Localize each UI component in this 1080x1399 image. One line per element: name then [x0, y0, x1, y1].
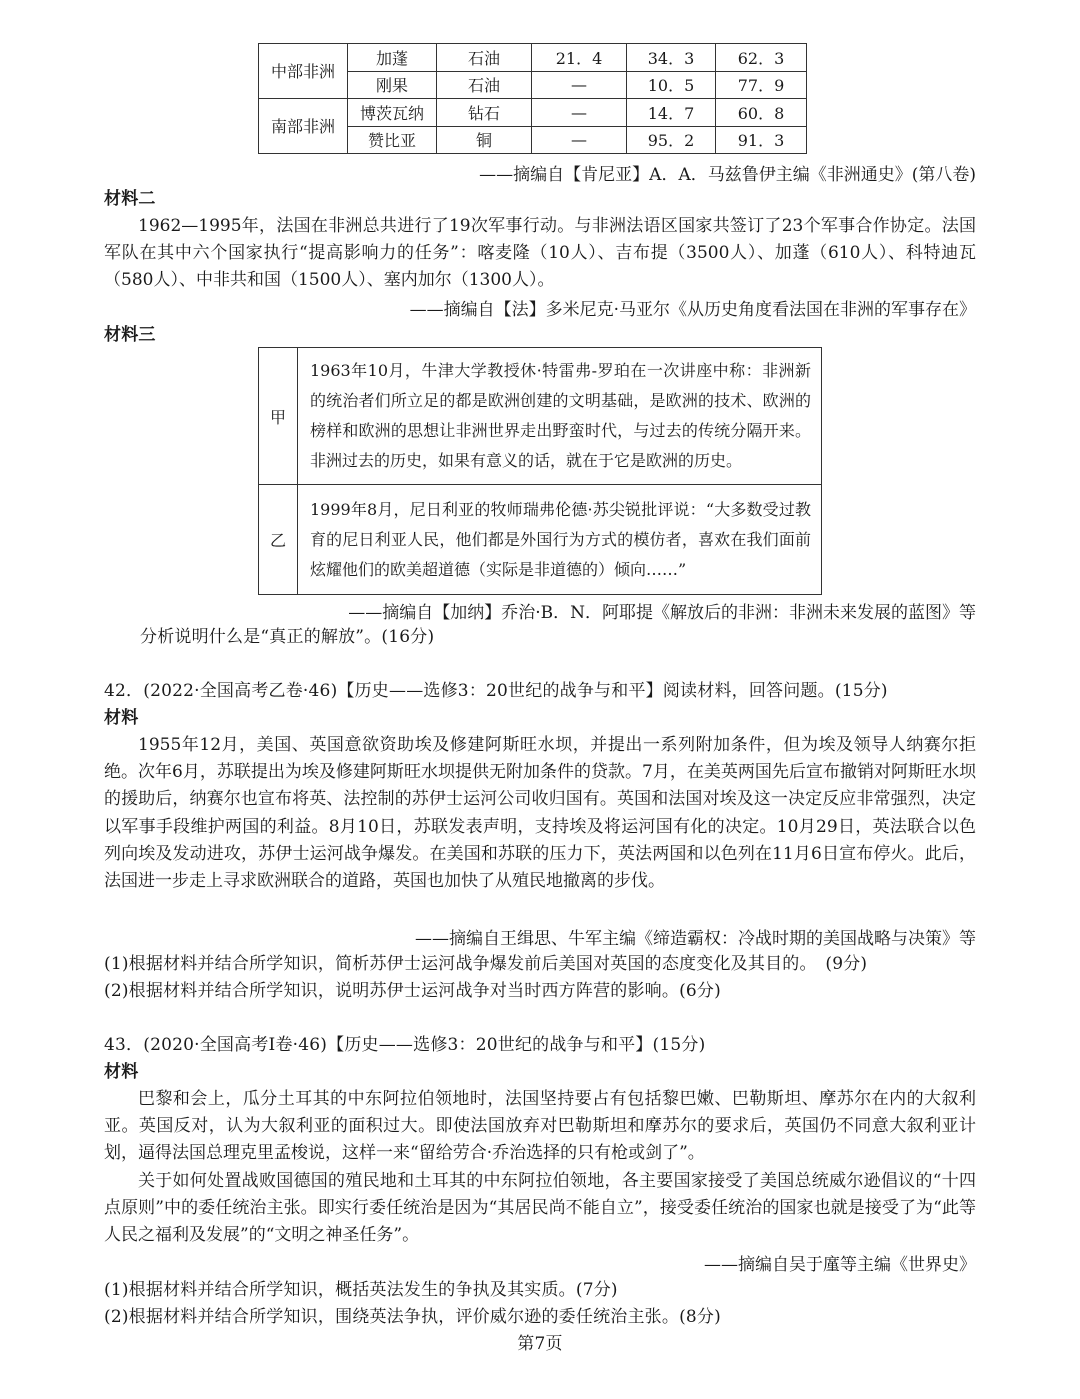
material2-heading: 材料二 [104, 189, 156, 209]
q43-question-1: (1)根据材料并结合所学知识，概括英法发生的争执及其实质。(7分) [104, 1280, 618, 1300]
material3-source: ——摘编自【加纳】乔治·B．N．阿耶提《解放后的非洲：非洲未来发展的蓝图》等 [348, 603, 976, 623]
value-cell: 60．8 [716, 99, 807, 127]
country-cell: 赞比亚 [348, 126, 437, 154]
value-cell: 95．2 [627, 126, 716, 154]
page-number: 第7页 [517, 1334, 563, 1354]
region-cell: 南部非洲 [259, 99, 348, 154]
q42-question-2: (2)根据材料并结合所学知识，说明苏伊士运河战争对当时西方阵营的影响。(6分) [104, 981, 721, 1001]
resource-cell: 钻石 [437, 99, 532, 127]
q43-question-2: (2)根据材料并结合所学知识，围绕英法争执，评价威尔逊的委任统治主张。(8分) [104, 1307, 721, 1327]
value-cell: 91．3 [716, 126, 807, 154]
value-cell: — [532, 71, 627, 99]
table-row [259, 485, 822, 595]
table1-source: ——摘编自【肯尼亚】A．A．马兹鲁伊主编《非洲通史》(第八卷) [479, 165, 976, 185]
question-41: 分析说明什么是“真正的解放”。(16分) [140, 627, 435, 647]
resource-cell: 石油 [437, 71, 532, 99]
row-label: 甲 [259, 348, 298, 485]
material3-heading: 材料三 [104, 325, 156, 345]
resource-cell: 石油 [437, 44, 532, 72]
table-row [259, 99, 807, 127]
quote-table [258, 347, 822, 595]
value-cell: 62．3 [716, 44, 807, 72]
q42-question-1: (1)根据材料并结合所学知识，简析苏伊士运河战争爆发前后美国对英国的态度变化及其目的。 (9分) [104, 954, 868, 974]
country-cell: 加蓬 [348, 44, 437, 72]
q42-body [104, 732, 976, 895]
quote-text: 1999年8月，尼日利亚的牧师瑞弗伦德·苏尖锐批评说：“大多数受过教育的尼日利亚人民，他们都是外国行为方式的模仿者，喜欢在我们面前炫耀他们的欧美超道德（实际是非道德的）倾向……” [298, 485, 822, 595]
q42-title: 42．(2022·全国高考乙卷·46)【历史——选修3：20世纪的战争与和平】阅读材料，回答问题。(15分) [104, 681, 888, 701]
material2-body [104, 213, 976, 295]
table-row [259, 348, 822, 485]
value-cell: 14．7 [627, 99, 716, 127]
resource-cell: 铜 [437, 126, 532, 154]
q43-paragraph: 巴黎和会上，瓜分土耳其的中东阿拉伯领地时，法国坚持要占有包括黎巴嫩、巴勒斯坦、摩苏尔在内的大叙利亚。英国反对，认为大叙利亚的面积过大。即使法国放弃对巴勒斯坦和摩苏尔的要求后，英国仍不同意大叙利亚计划，逼得法国总理克里孟梭说，这样一来“留给劳合·乔治选择的只有枪或剑了”。 [104, 1089, 976, 1164]
material2-source: ——摘编自【法】多米尼克·马亚尔《从历史角度看法国在非洲的军事存在》 [409, 300, 976, 320]
q42-source: ——摘编自王缉思、牛军主编《缔造霸权：冷战时期的美国战略与决策》等 [415, 929, 976, 949]
region-cell: 中部非洲 [259, 44, 348, 99]
value-cell: 21．4 [532, 44, 627, 72]
q43-source: ——摘编自吴于廑等主编《世界史》 [704, 1255, 976, 1275]
q43-body [104, 1086, 976, 1249]
q43-heading: 材料 [104, 1062, 139, 1082]
value-cell: 34．3 [627, 44, 716, 72]
country-cell: 博茨瓦纳 [348, 99, 437, 127]
q42-text: 1955年12月，美国、英国意欲资助埃及修建阿斯旺水坝，并提出一系列附加条件，但为埃及领导人纳赛尔拒绝。次年6月，苏联提出为埃及修建阿斯旺水坝提供无附加条件的贷款。7月，在美英两国先后宣布撤销对阿斯旺水坝的援助后，纳赛尔也宣布将英、法控制的苏伊士运河公司收归国有。英国和法国对埃及这一决定反应非常强烈，决定以军事手段维护两国的利益。8月10日，苏联发表声明，支持埃及将运河国有化的决定。10月29日，英法联合以色列向埃及发动进攻，苏伊士运河战争爆发。在美国和苏联的压力下，英法两国和以色列在11月6日宣布停火。此后，法国进一步走上寻求欧洲联合的道路，英国也加快了从殖民地撤离的步伐。 [104, 735, 976, 892]
row-label: 乙 [259, 485, 298, 595]
value-cell: 77．9 [716, 71, 807, 99]
quote-text: 1963年10月，牛津大学教授休·特雷弗-罗珀在一次讲座中称：非洲新的统治者们所立足的都是欧洲创建的文明基础，是欧洲的技术、欧洲的榜样和欧洲的思想让非洲世界走出野蛮时代，与过去的传统分隔开来。非洲过去的历史，如果有意义的话，就在于它是欧洲的历史。 [298, 348, 822, 485]
q43-title: 43．(2020·全国高考Ⅰ卷·46)【历史——选修3：20世纪的战争与和平】(15分) [104, 1035, 706, 1055]
material2-text: 1962—1995年，法国在非洲总共进行了19次军事行动。与非洲法语区国家共签订了23个军事合作协定。法国军队在其中六个国家执行“提高影响力的任务”：喀麦隆（10人）、吉布提（3500人）、加蓬（610人）、科特迪瓦（580人）、中非共和国（1500人）、塞内加尔（1300人）。 [104, 216, 976, 291]
table-row [259, 44, 807, 72]
q42-heading: 材料 [104, 708, 139, 728]
value-cell: 10．5 [627, 71, 716, 99]
q43-paragraph: 关于如何处置战败国德国的殖民地和土耳其的中东阿拉伯领地，各主要国家接受了美国总统威尔逊倡议的“十四点原则”中的委任统治主张。即实行委任统治是因为“其居民尚不能自立”，接受委任统治的国家也就是接受了为“此等人民之福利及发展”的“文明之神圣任务”。 [104, 1170, 976, 1246]
country-cell: 刚果 [348, 71, 437, 99]
value-cell: — [532, 126, 627, 154]
resource-table [258, 43, 807, 154]
value-cell: — [532, 99, 627, 127]
